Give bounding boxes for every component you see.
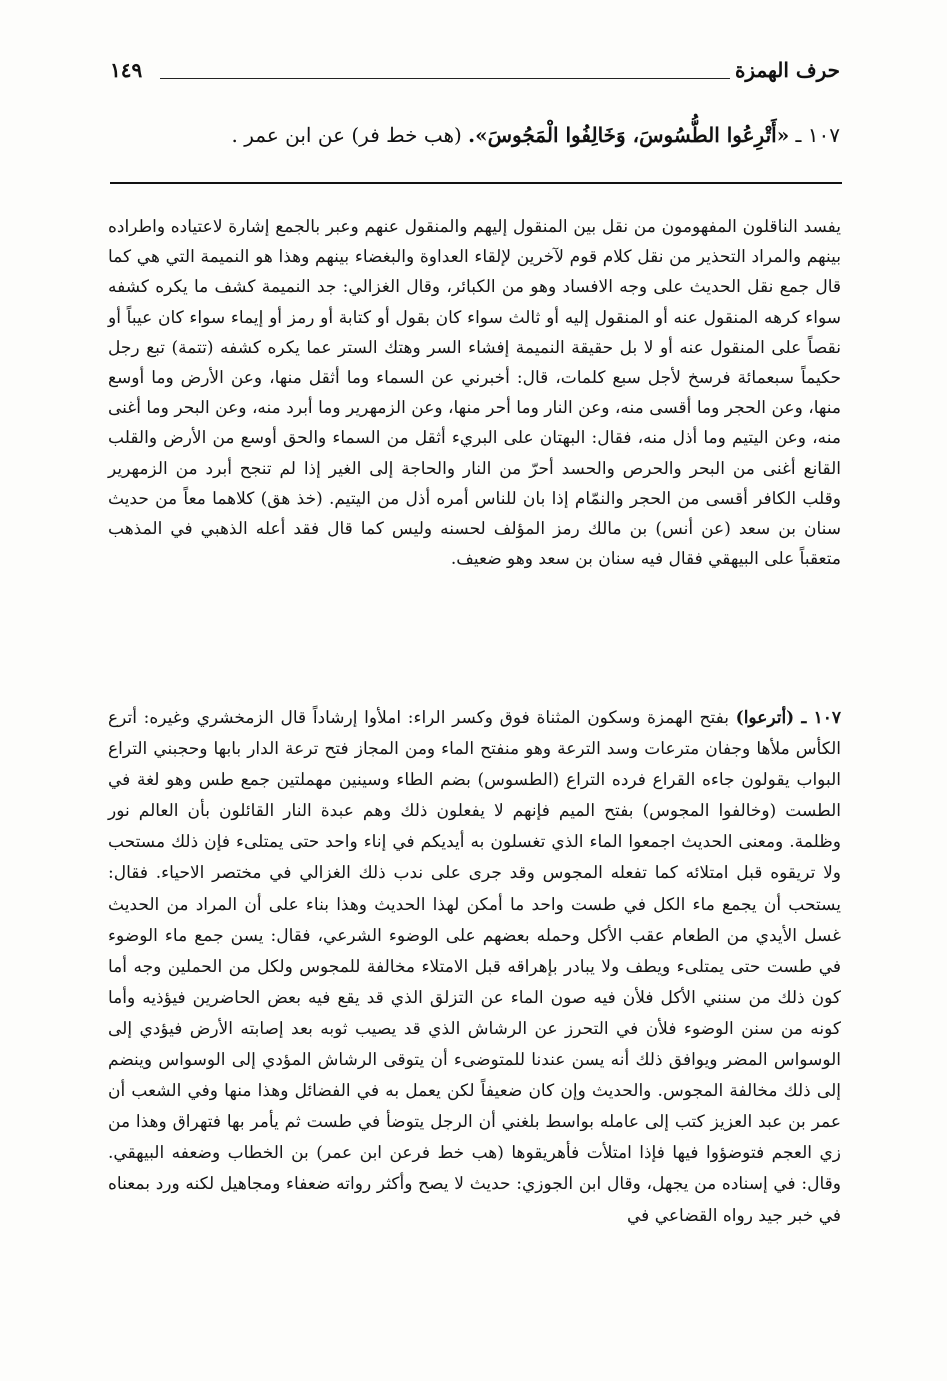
running-header bbox=[110, 58, 840, 88]
page-number: ١٤٩ bbox=[110, 58, 143, 82]
commentary-block-2 bbox=[108, 703, 841, 1232]
commentary-paragraph: يفسد الناقلون المفهومون من نقل بين المنقول إليهم والمنقول عنهم وعبر بالجمع إشارة لاعتياده واطراده بينهم والمراد التحذير من نقل كلام قوم لآخرين لإلقاء العداوة والبغضاء بينهم وهذا هو النميمة التي هي كما قال جمع نقل الحديث على وجه الافساد وهو من الكبائر، وقال الغزالي: جد النميمة كشف ما يكره كشفه سواء كرهه المنقول عنه أو المنقول إليه أو ثالث سواء كان بقول أو كتابة أو رمز أو إيماء سواء كان عيباً أو نقصاً على المنقول عنه أو لا بل حقيقة النميمة إفشاء السر وهتك الستر عما يكره كشفه (تتمة) تبع رجل حكيماً سبعمائة فرسخ لأجل سبع كلمات، قال: أخبرني عن السماء وما أثقل منها، وعن الأرض وما أوسع منها، وعن الحجر وما أقسى منه، وعن النار وما أحر منها، وعن الزمهرير وما أبرد منه، وعن البحر وما أغنى منه، وعن اليتيم وما أذل منه، فقال: البهتان على البريء أثقل من السماء والحق أوسع من الأرض والقلب القانع أغنى من البحر والحرص والحسد أحرّ من النار والحاجة إلى الغير إذا لم تنجح أبرد من الزمهرير وقلب الكافر أقسى من الحجر والنمّام إذا بان للناس أمره أذل من اليتيم. (خذ هق) كلاهما معاً من حديث سنان بن سعد (عن أنس) بن مالك رمز المؤلف لحسنه وليس كما قال فقد أعله الذهبي في المذهب متعقباً على البيهقي فقال فيه سنان بن سعد وهو ضعيف. bbox=[108, 217, 841, 570]
section-divider bbox=[110, 182, 842, 184]
chapter-title: حرف الهمزة bbox=[734, 58, 840, 82]
commentary-lead: ١٠٧ ـ (أترعوا) bbox=[735, 708, 842, 728]
hadith-entry bbox=[140, 118, 840, 152]
hadith-number: ١٠٧ ـ bbox=[795, 123, 840, 147]
commentary-text: بفتح الهمزة وسكون المثناة فوق وكسر الراء: املأوا إرشاداً قال الزمخشري وغيره: أترع الكأس ملأها وجفان مترعات وسد الترعة وهو منفتح الماء ومن المجاز فتح ترعة الدار بابها وحجبني التراع البواب يقولون جاءه القراع فرده التراع (الطسوس) بضم الطاء وسينين مهملتين جمع طس وهو لغة في الطست (وخالفوا المجوس) بفتح الميم فإنهم لا يفعلون ذلك وهم عبدة النار القائلون بأن العالم نور وظلمة. ومعنى الحديث اجمعوا الماء الذي تغسلون به أيديكم في إناء واحد حتى يمتلىء فإن ذلك مستحب ولا تريقوه قبل امتلائه كما تفعله المجوس وقد جرى على ندب ذلك الغزالي في مختصر الاحياء. فقال: يستحب أن يجمع ماء الكل في طست واحد ما أمكن لهذا الحديث وهذا بناء على أن المراد من الحديث غسل الأيدي من الطعام عقب الأكل وحمله بعضهم على الوضوء الشرعي، فقال: يسن جمع ماء الوضوء في طست حتى يمتلىء ويطف ولا يبادر بإهراقه قبل الامتلاء مخالفة للمجوس ولكل من الحملين وجه أما كون ذلك من سنني الأكل فلأن فيه صون الماء عن التزلق الذي قد يقع فيه بعض الحاضرين فيؤذيه وأما كونه من سنن الوضوء فلأن في التحرز عن الرشاش الذي قد يصيب ثوبه بعد إصابته الأرض فيؤدي إلى الوسواس المضر ويوافق ذلك أنه يسن عندنا للمتوضىء أن يتوقى الرشاش المؤدي إلى الوسواس وينضم إلى ذلك مخالفة المجوس. والحديث وإن كان ضعيفاً لكن يعمل به في الفضائل وهذا منها وفي الشعب أن عمر بن عبد العزيز كتب إلى عامله بواسط بلغني أن الرجل يتوضأ في طست ثم يأمر بها فتهراق وهذا من زي العجم فتوضؤوا فيها فإذا امتلأت فأهريقوها (هب خط فرعن ابن عمر) بن الخطاب وضعفه البيهقي. وقال: في إسناده من يجهل، وقال ابن الجوزي: حديث لا يصح وأكثر رواته ضعفاء ومجاهيل لكنه ورد بمعناه في خبر جيد رواه القضاعي في bbox=[108, 708, 841, 1226]
hadith-text: «أَتْرِعُوا الطُّسُوسَ، وَخَالِفُوا الْمَجُوسَ». bbox=[468, 123, 790, 147]
header-rule bbox=[160, 78, 730, 79]
commentary-block-1 bbox=[108, 212, 841, 574]
hadith-reference: (هب خط فر) عن ابن عمر . bbox=[231, 123, 462, 147]
commentary-paragraph bbox=[108, 703, 841, 1232]
